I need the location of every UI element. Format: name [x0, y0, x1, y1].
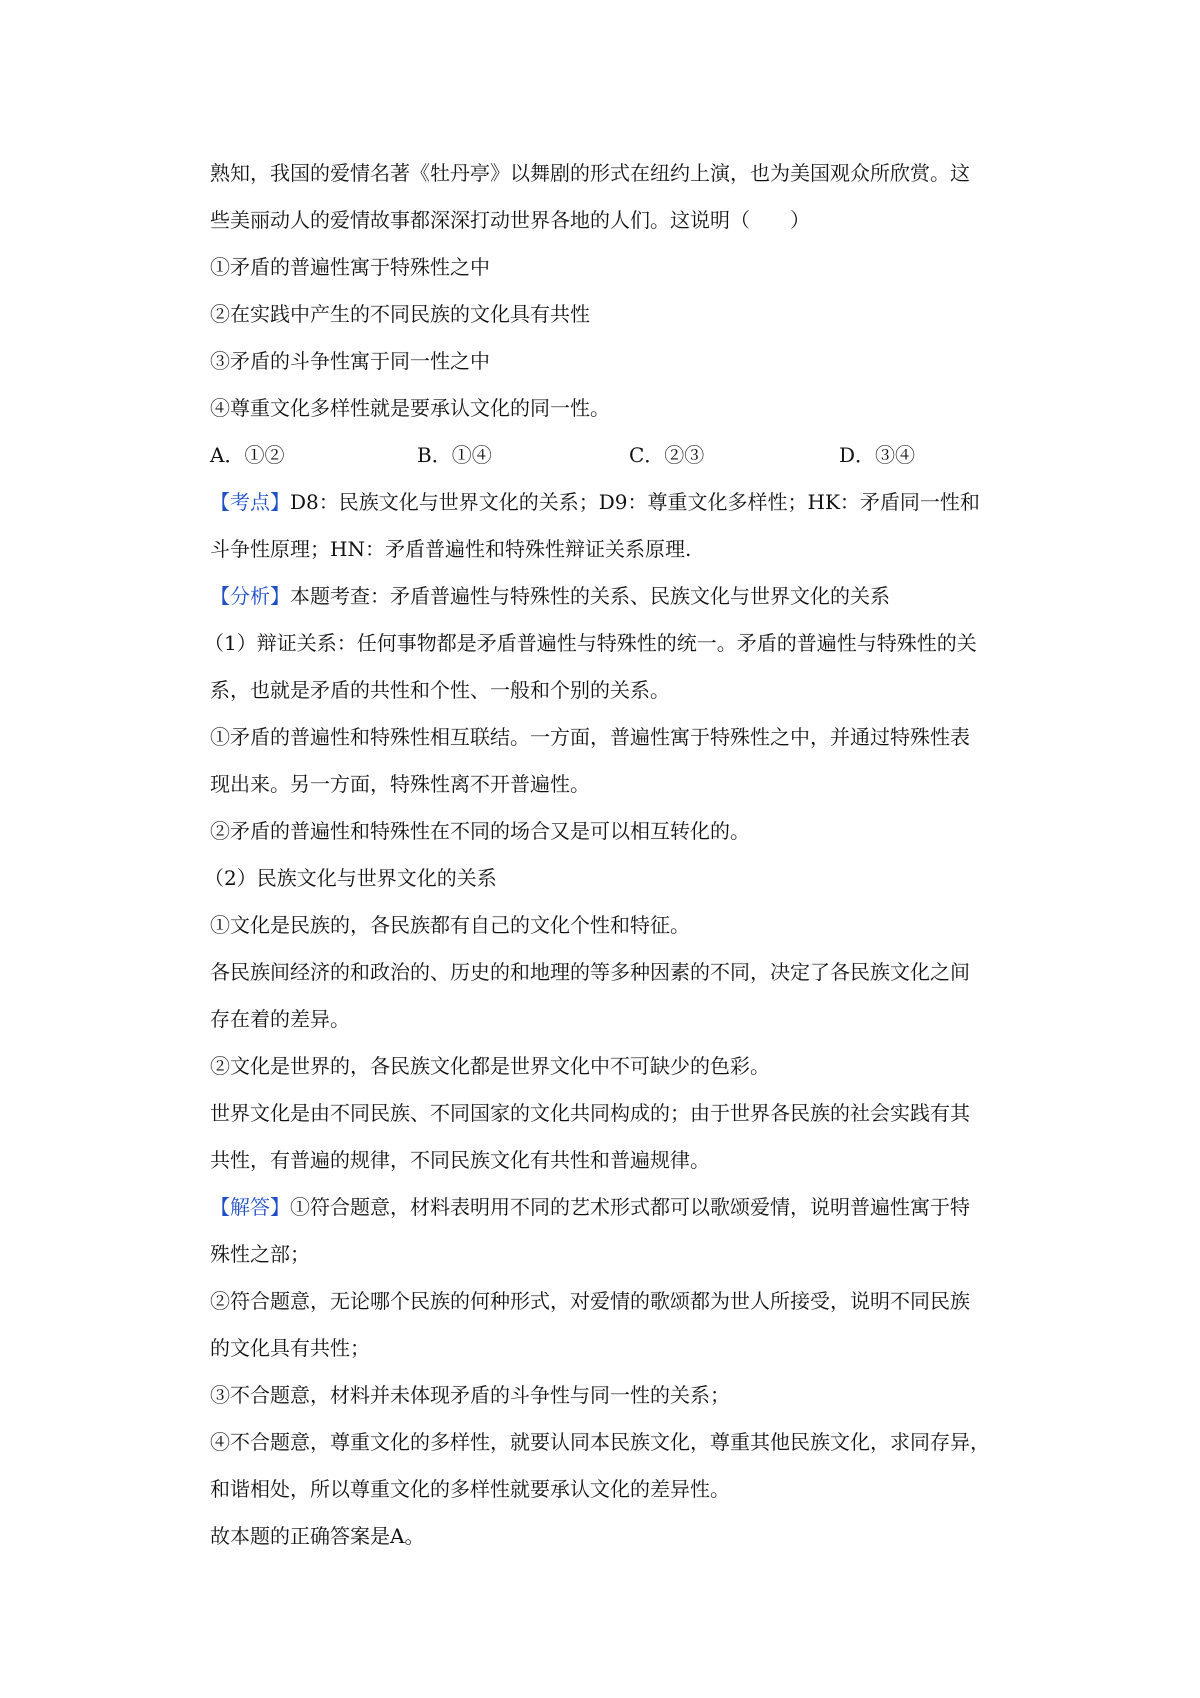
- option-d: D．③④: [839, 443, 916, 467]
- option-a: A．①②: [210, 443, 285, 467]
- fenxi-line-10: ②文化是世界的，各民族文化都是世界文化中不可缺少的色彩。: [210, 1054, 770, 1078]
- jieda-line-1: 殊性之部；: [210, 1242, 310, 1266]
- document-page: [204, 150, 1030, 1560]
- fenxi-line-3: ①矛盾的普遍性和特殊性相互联结。一方面，普遍性寓于特殊性之中，并通过特殊性表: [210, 725, 970, 749]
- fenxi-line-7: ①文化是民族的，各民族都有自己的文化个性和特征。: [210, 913, 690, 937]
- statement-2: ②在实践中产生的不同民族的文化具有共性: [210, 302, 590, 326]
- fenxi-line-2: 系，也就是矛盾的共性和个性、一般和个别的关系。: [210, 678, 670, 702]
- statement-4: ④尊重文化多样性就是要承认文化的同一性。: [210, 396, 610, 420]
- jieda-tag: 【解答】: [210, 1195, 290, 1219]
- jieda-line-5: ④不合题意，尊重文化的多样性，就要认同本民族文化，尊重其他民族文化，求同存异，: [210, 1430, 990, 1454]
- option-b: B．①④: [417, 443, 492, 467]
- jieda-line-6: 和谐相处，所以尊重文化的多样性就要承认文化的差异性。: [210, 1477, 730, 1501]
- statement-1: ①矛盾的普遍性寓于特殊性之中: [210, 255, 490, 279]
- fenxi-line-9: 存在着的差异。: [210, 1007, 350, 1031]
- fenxi-intro: 本题考查：矛盾普遍性与特殊性的关系、民族文化与世界文化的关系: [290, 584, 890, 608]
- fenxi-line-8: 各民族间经济的和政治的、历史的和地理的等多种因素的不同，决定了各民族文化之间: [210, 960, 970, 984]
- statement-3: ③矛盾的斗争性寓于同一性之中: [210, 349, 490, 373]
- kaodian-line-1: [210, 479, 1030, 526]
- fenxi-line-4: 现出来。另一方面，特殊性离不开普遍性。: [210, 772, 590, 796]
- kaodian-text-1: D8：民族文化与世界文化的关系；D9：尊重文化多样性；HK：矛盾同一性和: [290, 490, 980, 514]
- question-stem-line-2: 些美丽动人的爱情故事都深深打动世界各地的人们。这说明（ ）: [210, 208, 810, 232]
- fenxi-tag: 【分析】: [210, 584, 290, 608]
- fenxi-line-1: （1）辩证关系：任何事物都是矛盾普遍性与特殊性的统一。矛盾的普遍性与特殊性的关: [204, 631, 977, 655]
- question-stem-line-1: 熟知，我国的爱情名著《牡丹亭》以舞剧的形式在纽约上演，也为美国观众所欣赏。这: [210, 161, 970, 185]
- fenxi-line-11: 世界文化是由不同民族、不同国家的文化共同构成的；由于世界各民族的社会实践有其: [210, 1101, 970, 1125]
- kaodian-tag: 【考点】: [210, 490, 290, 514]
- jieda-line-3: 的文化具有共性；: [210, 1336, 370, 1360]
- kaodian-line-2: 斗争性原理；HN：矛盾普遍性和特殊性辩证关系原理.: [210, 537, 692, 561]
- jieda-line-7: 故本题的正确答案是A。: [210, 1524, 425, 1548]
- jieda-line-2: ②符合题意，无论哪个民族的何种形式，对爱情的歌颂都为世人所接受，说明不同民族: [210, 1289, 970, 1313]
- answer-options: [210, 432, 1030, 479]
- jieda-line-4: ③不合题意，材料并未体现矛盾的斗争性与同一性的关系；: [210, 1383, 730, 1407]
- fenxi-line-intro: [210, 573, 1030, 620]
- fenxi-line-5: ②矛盾的普遍性和特殊性在不同的场合又是可以相互转化的。: [210, 819, 750, 843]
- fenxi-line-6: （2）民族文化与世界文化的关系: [204, 866, 497, 890]
- option-c: C．②③: [629, 443, 705, 467]
- jieda-line-first: [210, 1184, 1030, 1231]
- jieda-first: ①符合题意，材料表明用不同的艺术形式都可以歌颂爱情，说明普遍性寓于特: [290, 1195, 970, 1219]
- fenxi-line-12: 共性，有普遍的规律，不同民族文化有共性和普遍规律。: [210, 1148, 710, 1172]
